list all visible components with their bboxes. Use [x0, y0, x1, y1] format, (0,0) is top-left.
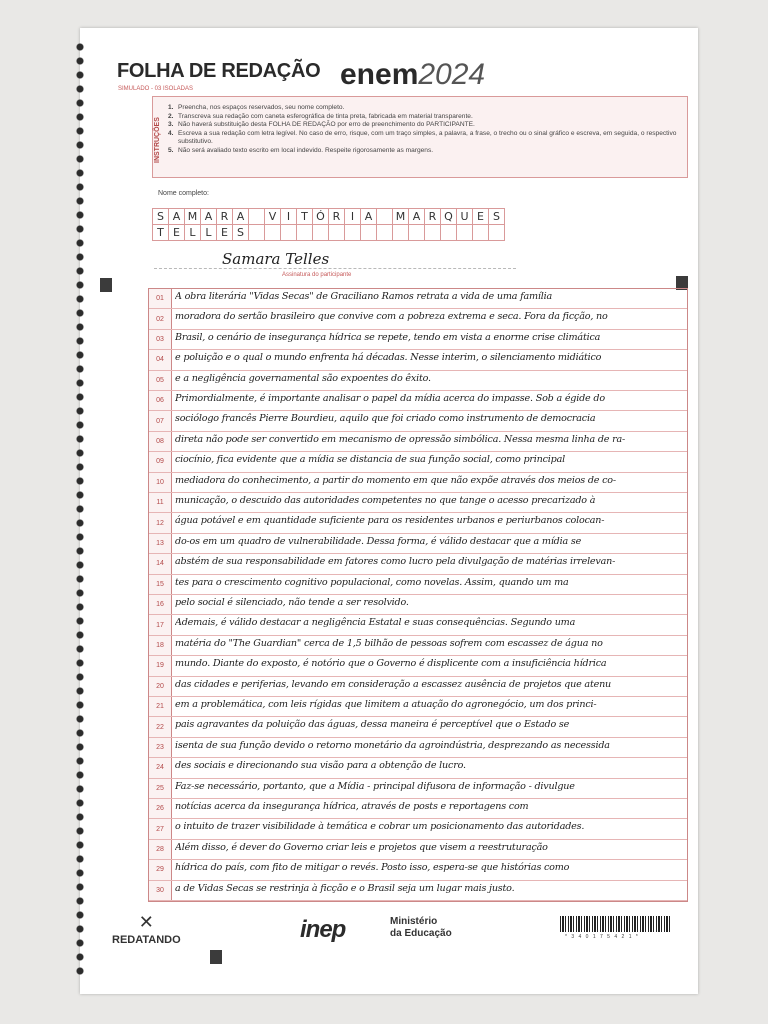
signature: Samara Telles	[222, 250, 330, 268]
alignment-marker-left	[100, 278, 112, 292]
instruction-number: 1.	[168, 104, 174, 111]
essay-line	[149, 452, 687, 472]
name-cell: T	[152, 224, 169, 241]
name-cell	[248, 208, 265, 225]
signature-line	[154, 268, 516, 269]
line-text: em a problemática, com leis rígidas que limitem a atuação do agronegócio, um dos princi-	[175, 699, 597, 710]
name-cell: A	[360, 208, 377, 225]
essay-line	[149, 738, 687, 758]
name-cell	[456, 224, 473, 241]
signature-label: Assinatura do participante	[282, 272, 352, 278]
name-cell: U	[456, 208, 473, 225]
line-text: e a negligência governamental são expoentes do êxito.	[175, 372, 431, 384]
essay-line	[149, 595, 687, 615]
enem-logo	[340, 58, 485, 92]
name-cell: A	[200, 208, 217, 225]
redatando-logo	[112, 912, 181, 946]
essay-lines	[148, 288, 688, 902]
line-text: ciocínio, fica evidente que a mídia se distancia de sua função social, como principal	[175, 454, 566, 466]
name-cell: E	[216, 224, 233, 241]
line-number: 24	[149, 758, 172, 777]
line-number: 23	[149, 738, 172, 757]
line-number: 13	[149, 534, 172, 553]
name-cell: A	[232, 208, 249, 225]
name-cell	[248, 224, 265, 241]
line-number: 07	[149, 411, 172, 430]
essay-line	[149, 473, 687, 493]
essay-line	[149, 350, 687, 370]
instruction-text: Não haverá substituição desta FOLHA DE REDAÇÃO por erro de preenchimento do PARTICIPANTE.	[178, 121, 475, 129]
name-cell	[296, 224, 313, 241]
page-subtitle: SIMULADO - 03 ISOLADAS	[118, 86, 194, 92]
essay-line	[149, 411, 687, 431]
line-text: Primordialmente, é importante analisar o papel da mídia acerca do impasse. Sob a égide do	[175, 393, 605, 404]
barcode-number: * 3 4 0 1 7 5 4 2 1 *	[565, 934, 640, 940]
line-text: municação, o descuido das autoridades competentes no que tange o acesso precarizado à	[175, 495, 596, 506]
essay-line	[149, 371, 687, 391]
essay-line	[149, 799, 687, 819]
instructions-label: INSTRUÇÕES	[154, 117, 161, 163]
name-cell	[408, 224, 425, 241]
name-cell: Q	[440, 208, 457, 225]
name-cell: T	[296, 208, 313, 225]
instruction-text: Transcreva sua redação com caneta esferográfica de tinta preta, fabricada em material transparente.	[178, 112, 473, 120]
essay-line	[149, 575, 687, 595]
line-number: 04	[149, 350, 172, 369]
line-text: o intuito de trazer visibilidade à temática e cobrar um posicionamento das autoridades.	[175, 821, 585, 833]
essay-line	[149, 697, 687, 717]
essay-line	[149, 432, 687, 452]
page-title: FOLHA DE REDAÇÃO	[117, 60, 321, 82]
name-cell	[344, 224, 361, 241]
mec-line-1: Ministério	[390, 916, 438, 927]
name-cell	[424, 224, 441, 241]
essay-line	[149, 677, 687, 697]
name-label: Nome completo:	[158, 190, 209, 197]
name-cell: R	[216, 208, 233, 225]
name-cell	[440, 224, 457, 241]
essay-line	[149, 309, 687, 329]
enem-logo-year: 2024	[418, 58, 486, 91]
line-number: 05	[149, 371, 172, 390]
line-text: matéria do "The Guardian" cerca de 1,5 bilhão de pessoas sofrem com escassez de água no	[175, 637, 603, 649]
line-number: 17	[149, 615, 172, 634]
instruction-text: Não será avaliado texto escrito em local indevido. Respeite rigorosamente as margens.	[178, 146, 434, 154]
essay-line	[149, 615, 687, 635]
instruction-item	[168, 147, 678, 156]
name-cell	[360, 224, 377, 241]
line-number: 11	[149, 493, 172, 512]
name-grid	[152, 208, 504, 240]
name-cell: L	[184, 224, 201, 241]
line-text: mundo. Diante do exposto, é notório que o Governo é displicente com a insuficiência hídrica	[175, 658, 607, 670]
line-number: 20	[149, 677, 172, 696]
line-number: 22	[149, 717, 172, 736]
line-text: pais agravantes da poluição das águas, dessa maneira é perceptível que o Estado se	[175, 719, 570, 731]
line-number: 27	[149, 819, 172, 838]
line-text: des sociais e direcionando sua visão para a obtenção de lucro.	[175, 760, 466, 772]
line-number: 29	[149, 860, 172, 879]
line-number: 02	[149, 309, 172, 328]
line-text: e poluição e o qual o mundo enfrenta há décadas. Nesse interim, o silenciamento midiático	[175, 352, 602, 364]
line-text: sociólogo francês Pierre Bourdieu, aquilo que foi criado como instrumento de democracia	[175, 413, 596, 425]
line-text: das cidades e periferias, levando em consideração a escassez ausência de projetos que atenu	[175, 678, 612, 690]
name-cell	[376, 224, 393, 241]
line-text: mediadora do conhecimento, a partir do momento em que não expõe através dos meios de co-	[175, 474, 616, 486]
instruction-item	[168, 130, 678, 147]
line-number: 08	[149, 432, 172, 451]
inep-logo: inep	[300, 916, 346, 943]
line-number: 03	[149, 330, 172, 349]
line-text: do-os em um quadro de vulnerabilidade. Dessa forma, é válido destacar que a mídia se	[175, 535, 582, 547]
line-text: pelo social é silenciado, não tende a ser resolvido.	[175, 597, 409, 608]
essay-line	[149, 330, 687, 350]
name-cell	[264, 224, 281, 241]
instruction-number: 4.	[168, 129, 174, 137]
line-number: 09	[149, 452, 172, 471]
line-number: 01	[149, 289, 172, 308]
essay-line	[149, 758, 687, 778]
redatando-word: REDATANDO	[112, 934, 181, 946]
name-cell: E	[472, 208, 489, 225]
name-cell	[392, 224, 409, 241]
instruction-number: 5.	[168, 146, 174, 154]
line-number: 21	[149, 697, 172, 716]
name-cell	[328, 224, 345, 241]
name-cell: V	[264, 208, 281, 225]
mec-line-2: da Educação	[390, 928, 452, 939]
name-cell	[280, 224, 297, 241]
alignment-marker-bottom	[210, 950, 222, 964]
line-number: 26	[149, 799, 172, 818]
name-cell: M	[184, 208, 201, 225]
line-text: abstém de sua responsabilidade em fatores como lucro pela divulgação de matérias irrelevan-	[175, 556, 616, 568]
name-cell: M	[392, 208, 409, 225]
line-text: Brasil, o cenário de insegurança hídrica se repete, tendo em vista a enorme crise climática	[175, 331, 601, 343]
spiral-binding	[72, 40, 88, 980]
name-cell: A	[408, 208, 425, 225]
instruction-item	[168, 104, 678, 113]
instruction-item	[168, 121, 678, 130]
line-text: isenta de sua função devido o retorno monetário da agroindústria, desprezando as necessida	[175, 739, 610, 751]
line-number: 30	[149, 881, 172, 900]
essay-line	[149, 860, 687, 880]
redatando-icon: ✕	[138, 912, 154, 932]
line-text: Faz-se necessário, portanto, que a Mídia - principal difusora de informação - divulgue	[175, 780, 575, 792]
essay-line	[149, 391, 687, 411]
name-cell: R	[424, 208, 441, 225]
line-text: Ademais, é válido destacar a negligência Estatal e suas consequências. Segundo uma	[175, 617, 576, 629]
line-text: tes para o crescimento cognitivo populacional, como novelas. Assim, quando um ma	[175, 576, 569, 588]
instructions-list	[168, 104, 678, 156]
line-number: 25	[149, 779, 172, 798]
essay-line	[149, 534, 687, 554]
essay-line	[149, 554, 687, 574]
name-cell	[312, 224, 329, 241]
line-number: 06	[149, 391, 172, 410]
line-number: 19	[149, 656, 172, 675]
name-cell	[488, 224, 505, 241]
name-cell: A	[168, 208, 185, 225]
line-number: 10	[149, 473, 172, 492]
essay-line	[149, 493, 687, 513]
line-text: Além disso, é dever do Governo criar leis e projetos que visem a reestruturação	[175, 841, 548, 853]
name-cell: S	[152, 208, 169, 225]
essay-line	[149, 289, 687, 309]
enem-logo-word: enem	[340, 58, 419, 91]
essay-line	[149, 656, 687, 676]
line-number: 14	[149, 554, 172, 573]
instruction-number: 2.	[168, 112, 174, 120]
instruction-text: Escreva a sua redação com letra legível. No caso de erro, risque, com um traço simples, a palavra, a frase, o trecho ou o sinal gráfico e escreva, em seguida, o respectivo substitutivo.	[178, 129, 677, 146]
essay-line	[149, 779, 687, 799]
line-text: notícias acerca da insegurança hídrica, através de posts e reportagens com	[175, 801, 529, 812]
line-number: 12	[149, 513, 172, 532]
essay-line	[149, 513, 687, 533]
line-number: 18	[149, 636, 172, 655]
essay-line	[149, 881, 687, 901]
name-cell: R	[328, 208, 345, 225]
name-cell: Ó	[312, 208, 329, 225]
instruction-item	[168, 113, 678, 122]
mec-logo	[390, 916, 452, 940]
name-cell: I	[280, 208, 297, 225]
instruction-number: 3.	[168, 121, 174, 129]
line-text: a de Vidas Secas se restrinja à ficção e o Brasil seja um lugar mais justo.	[175, 882, 515, 894]
name-cell	[376, 208, 393, 225]
essay-line	[149, 636, 687, 656]
barcode	[560, 916, 670, 932]
name-cell: S	[232, 224, 249, 241]
line-text: A obra literária "Vidas Secas" de Graciliano Ramos retrata a vida de uma família	[175, 291, 553, 302]
line-number: 28	[149, 840, 172, 859]
line-number: 15	[149, 575, 172, 594]
essay-line	[149, 717, 687, 737]
instruction-text: Preencha, nos espaços reservados, seu nome completo.	[178, 104, 345, 111]
name-cell: E	[168, 224, 185, 241]
name-cell: S	[488, 208, 505, 225]
line-text: hídrica do país, com fito de mitigar o revés. Posto isso, espera-se que histórias como	[175, 862, 570, 874]
line-text: moradora do sertão brasileiro que convive com a pobreza extrema e seca. Fora da ficção, no	[175, 311, 608, 323]
name-cell	[472, 224, 489, 241]
line-text: direta não pode ser convertido em mecanismo de opressão simbólica. Nessa mesma linha de ra-	[175, 433, 626, 445]
line-text: água potável e em quantidade suficiente para os residentes urbanos e periurbanos colocan-	[175, 515, 605, 527]
essay-line	[149, 819, 687, 839]
essay-line	[149, 840, 687, 860]
line-number: 16	[149, 595, 172, 614]
name-cell: I	[344, 208, 361, 225]
name-cell: L	[200, 224, 217, 241]
